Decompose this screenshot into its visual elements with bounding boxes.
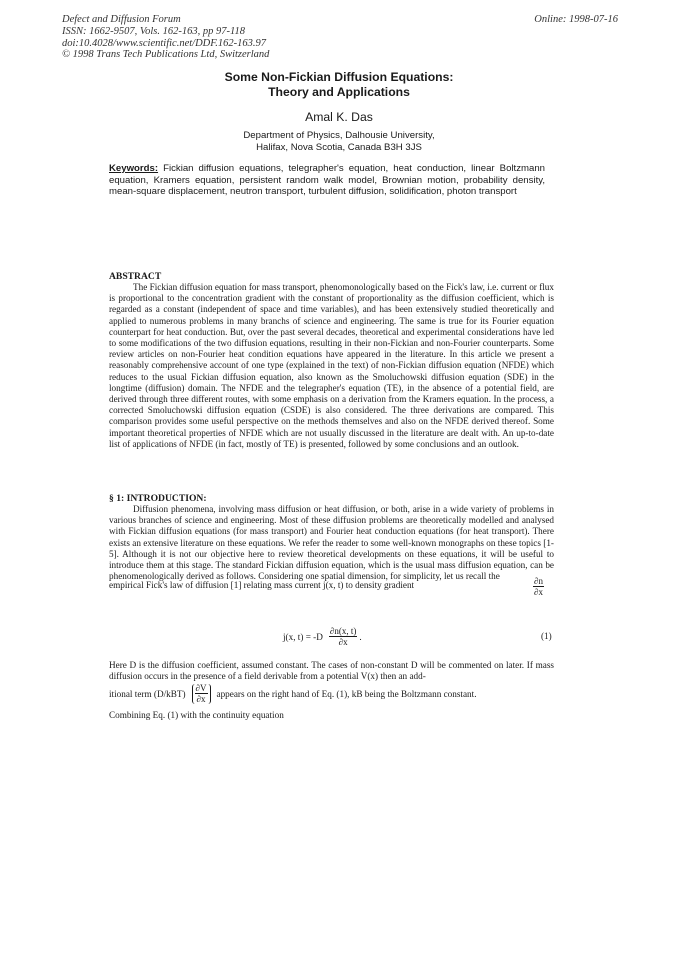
- potential-gradient-bracket: [192, 684, 211, 704]
- additional-term-line: [109, 684, 554, 704]
- equation-1-number: (1): [541, 631, 552, 641]
- term-prefix: itional term (D/kBT): [109, 689, 186, 699]
- potential-gradient-fraction: [195, 684, 208, 704]
- journal-header: [62, 14, 618, 61]
- equation-1: [283, 627, 362, 647]
- introduction-text: Diffusion phenomena, involving mass diffusion or heat diffusion, or both, arise in a wide variety of problems in various branches of science and engineering. Most of these diffusion problems are theoretically modelled and analysed with Fickian diffusion equations (for mass transport) and Fourier heat conduction equations (for heat transport). There exists an extensive literature on these equations. We refer the reader to some well-known monographs on these topics [1-5]. Although it is not our objective here to review theoretical developments on these equations, it will be useful to introduce them at this stage. The standard Fickian diffusion equation, which is the usual mass diffusion equation, can be phenomenologically derived as follows. Considering one spatial dimension, for simplicity, let us recall the: [109, 504, 554, 582]
- paper-title: [0, 70, 678, 100]
- paragraph-2-text: Here D is the diffusion coefficient, assumed constant. The cases of non-constant D will be commented on later. If mass diffusion occurs in the presence of a field derivable from a potential V(x) then an add-: [109, 660, 554, 682]
- online-date: Online: 1998-07-16: [534, 14, 618, 25]
- equation-1-fraction: [329, 627, 357, 647]
- title-line-2: Theory and Applications: [268, 85, 410, 99]
- gradient-denominator: ∂x: [534, 587, 543, 597]
- continuity-line: Combining Eq. (1) with the continuity equation: [109, 710, 284, 720]
- introduction-heading: § 1: INTRODUCTION:: [109, 493, 207, 504]
- author-name: Amal K. Das: [305, 110, 373, 124]
- fick-law-text: empirical Fick's law of diffusion [1] relating mass current j(x, t) to density gradient: [109, 580, 415, 590]
- equation-1-numerator: ∂n(x, t): [329, 626, 357, 636]
- affiliation: [0, 130, 678, 154]
- potential-denominator: ∂x: [196, 694, 206, 704]
- keywords-label: Keywords:: [109, 163, 159, 174]
- potential-numerator: ∂V: [195, 683, 207, 693]
- abstract-heading: ABSTRACT: [109, 271, 162, 282]
- affiliation-line-1: Department of Physics, Dalhousie University,: [243, 130, 435, 141]
- fick-law-line: [109, 580, 554, 590]
- keywords-text: Fickian diffusion equations, telegrapher's equation, heat conduction, linear Boltzmann equation, Kramers equation, persistent random walk model, Brownian motion, probability density, mean-square displacement, neutron transport, turbulent diffusion, solidification, photon transport: [109, 163, 545, 198]
- density-gradient-fraction: [533, 577, 544, 597]
- equation-1-denominator: ∂x: [338, 637, 348, 647]
- keywords-block: [109, 163, 545, 198]
- equation-1-lhs: j(x, t) = -D: [283, 632, 323, 642]
- affiliation-line-2: Halifax, Nova Scotia, Canada B3H 3JS: [256, 142, 422, 153]
- term-suffix: appears on the right hand of Eq. (1), kB being the Boltzmann constant.: [216, 689, 477, 699]
- title-line-1: Some Non-Fickian Diffusion Equations:: [224, 70, 454, 84]
- abstract-text: The Fickian diffusion equation for mass transport, phenomonologically based on the Fick's law, i.e. current or flux is proportional to the concentration gradient with the constant of proportionality as the diffusion coefficient, which is regarded as a constant (independent of space and time variables), and has been extensively studied theoretically and applied to numerous problems in many branchs of science and engineering. The same is true for its Fourier equation counterpart for heat conduction. But, over the past several decades, theoretical and experimental considerations have led to some modifications of the two diffusion equations, resulting in their non-Fickian and non-Fourier counterparts. Some review articles on non-Fourier heat condition equations have appeared in the literature. In this article we present a reasonably comprehensive account of one type (explained in the text) of non-Fickian diffusion equation (NFDE) which reduces to the usual Fickian diffusion equation, also known as the Smoluchowski diffusion equation (SDE) in the longtime (diffusion) domain. The NFDE and the telegrapher's equation (TE), in the absence of a potential field, are derived through three different routes, with some emphasis on a derivation from the Kramers equation. In the process, a corrected Smoluchowski diffusion equation (CSDE) is also considered. The three derivations are compared. This comparison provides some useful perspective on the methods themselves and also on the NFDE derived thereof. Some important theoretical properties of NFDE which are not usually discussed in the literature are dealt with. An up-to-date list of applications of NFDE (in fact, mostly of TE) is presented, followed by some conclusions and an outlook.: [109, 282, 554, 449]
- journal-name: Defect and Diffusion Forum: [62, 14, 181, 25]
- equation-1-tail: .: [359, 632, 362, 642]
- journal-issn: ISSN: 1662-9507, Vols. 162-163, pp 97-118: [62, 25, 245, 37]
- journal-doi: doi:10.4028/www.scientific.net/DDF.162-163.97: [62, 37, 267, 49]
- gradient-numerator: ∂n: [534, 576, 543, 586]
- journal-copyright: © 1998 Trans Tech Publications Ltd, Switzerland: [62, 49, 270, 61]
